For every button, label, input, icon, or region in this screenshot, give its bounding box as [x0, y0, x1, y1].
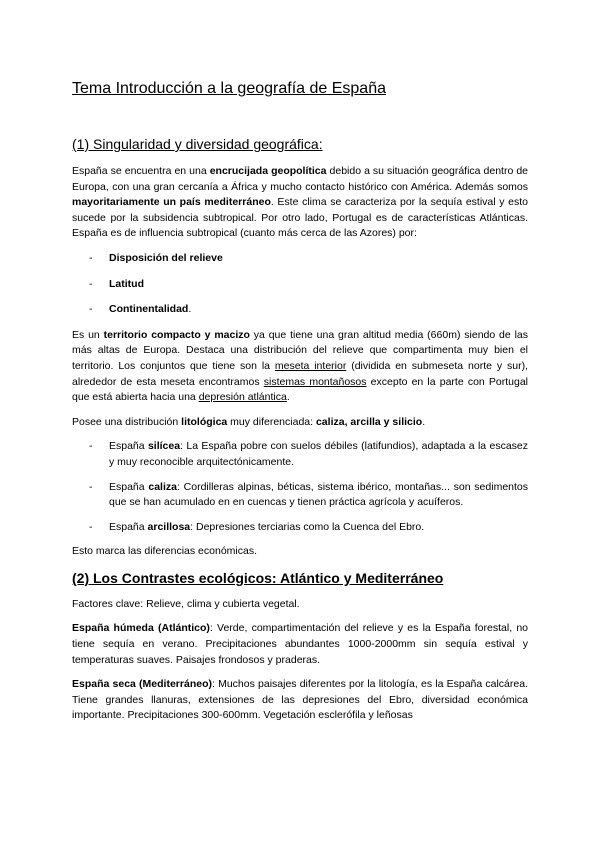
section-1-paragraph-2: Es un territorio compacto y macizo ya que tiene una gran altitud media (660m) siendo de las más altas de Europa. Destaca una distribución del relieve que compartimenta muy bien el territorio. Los conjuntos que tiene son la meseta interior (dividida en submeseta norte y sur), alrededor de esta meseta encontramos sistemas montañosos excepto en la parte con Portugal que está abierta hacia una depresión atlántica.: [72, 328, 528, 404]
section-2-heading: (2) Los Contrastes ecológicos: Atlántico y Mediterráneo: [72, 569, 444, 586]
list-item: - Latitud: [89, 277, 144, 290]
section-1-paragraph-4: Esto marca las diferencias económicas.: [72, 545, 257, 558]
lithology-list: [72, 439, 528, 535]
section-1-paragraph-3: Posee una distribución litológica muy diferenciada: caliza, arcilla y silicio.: [72, 415, 426, 428]
factors-list: [72, 251, 528, 318]
section-2-paragraph-2: España húmeda (Atlántico): Verde, compartimentación del relieve y es la España forestal, no tiene sequía en verano. Precipitaciones abundantes 1000-2000mm sin sequía estival y temperaturas suaves. Paisajes frondosos y praderas.: [72, 622, 528, 666]
section-1-heading: (1) Singularidad y diversidad geográfica:: [72, 136, 323, 152]
list-item: - España arcillosa: Depresiones terciarias como la Cuenca del Ebro.: [89, 520, 425, 533]
list-item: - Disposición del relieve: [89, 251, 223, 264]
list-item: - España caliza: Cordilleras alpinas, béticas, sistema ibérico, montañas... son sedimentos que se han acumulado en en cuencas y tienen práctica agrícola y acuíferos.: [89, 480, 529, 509]
list-item: - España silícea: La España pobre con suelos débiles (latifundios), adaptada a la escasez y muy reconocible arquitectónicamente.: [89, 440, 529, 468]
section-1-paragraph-1: España se encuentra en una encrucijada geopolítica debido a su situación geográfica dentro de Europa, con una gran cercanía a África y mucho contacto histórico con América. Además somos mayoritariamente un país mediterráneo. Este clima se caracteriza por la sequía estival y esto sucede por la subsidencia subtropical. Por otro lado, Portugal es de características Atlánticas. España es de influencia subtropical (cuanto más cerca de las Azores) por:: [72, 165, 529, 240]
document-title: Tema Introducción a la geografía de España: [72, 80, 386, 97]
section-2-paragraph-1: Factores clave: Relieve, clima y cubierta vegetal.: [72, 597, 300, 610]
list-item: - Continentalidad.: [89, 303, 192, 316]
section-2-paragraph-3: España seca (Mediterráneo): Muchos paisajes diferentes por la litología, es la España calcárea. Tiene grandes llanuras, extensiones de las depresiones del Ebro, diversidad económica importante. Precipitaciones 300-600mm. Vegetación esclerófila y leñosas: [72, 678, 528, 722]
